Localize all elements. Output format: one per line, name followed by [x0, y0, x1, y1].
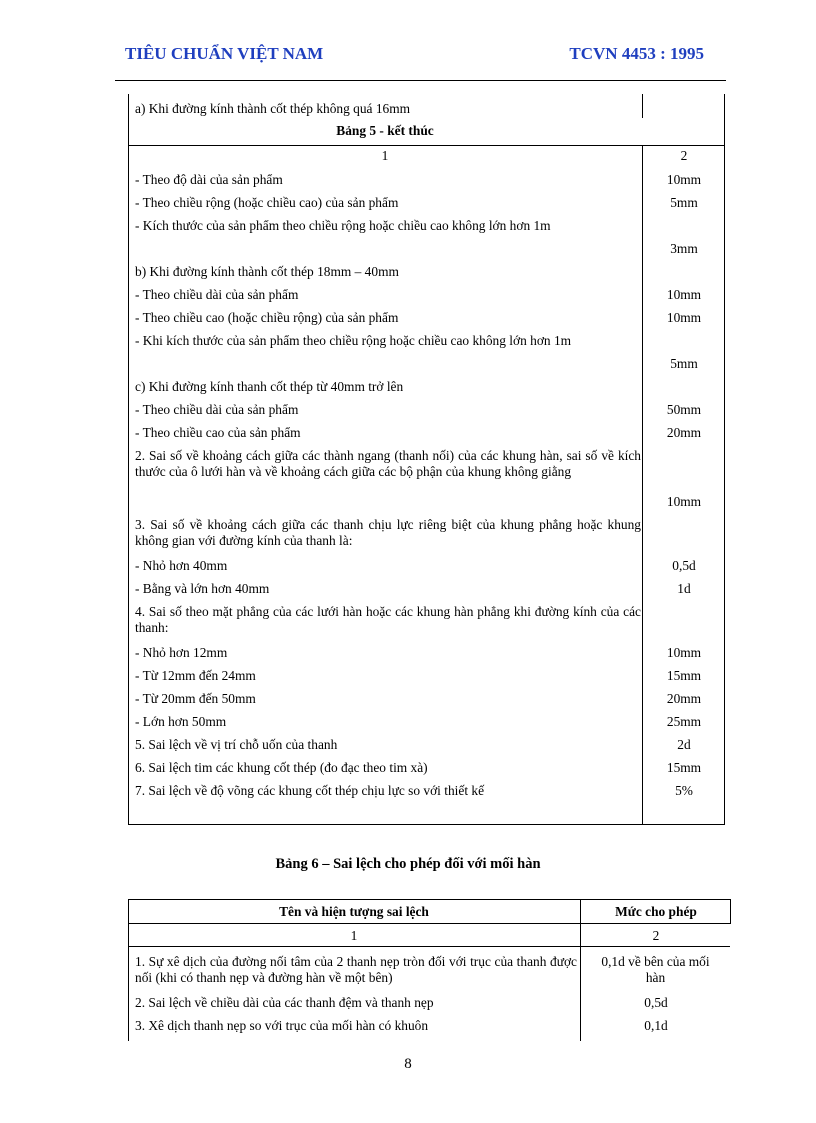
column-header: Mức cho phép — [615, 904, 697, 919]
table-top-text: a) Khi đường kính thành cốt thép không quá 16mm — [135, 101, 411, 116]
table-cell: 3. Xê dịch thanh nẹp so với trục của mối hàn có khuôn — [135, 1018, 429, 1033]
table-cell: - Theo chiều cao (hoặc chiều rộng) của sản phẩm — [135, 310, 399, 325]
table-cell: - Theo chiều dài của sản phẩm — [135, 287, 299, 302]
table-cell: 2. Sai lệch về chiều dài của các thanh đệm và thanh nẹp — [135, 995, 434, 1010]
table-6-title: Bảng 6 – Sai lệch cho phép đối với mối hàn — [275, 856, 541, 872]
column-divider — [642, 94, 643, 118]
table-cell-value: 10mm — [666, 287, 702, 302]
table-cell-value: 5mm — [670, 195, 698, 210]
table-cell: b) Khi đường kính thành cốt thép 18mm – 40mm — [135, 264, 399, 279]
page-number: 8 — [404, 1056, 412, 1072]
table-border — [128, 899, 129, 1041]
table-cell: - Kích thước của sản phẩm theo chiều rộng hoặc chiều cao không lớn hơn 1m — [135, 218, 551, 233]
table-cell-value: 50mm — [666, 402, 702, 417]
header-divider — [115, 80, 726, 81]
table-title: Bảng 5 - kết thúc — [336, 123, 434, 138]
table-cell: 6. Sai lệch tim các khung cốt thép (đo đạc theo tim xà) — [135, 760, 428, 775]
table-cell: 3. Sai số về khoảng cách giữa các thanh chịu lực riêng biệt của khung phẳng hoặc khung không gian với đường kính của thanh là: — [135, 517, 641, 548]
table-cell: 2. Sai số về khoảng cách giữa các thành ngang (thanh nối) của các khung hàn, sai số về kích thước của ô lưới hàn và về khoảng cách giữa các bộ phận của khung không giằng — [135, 448, 641, 479]
table-5 — [128, 94, 725, 825]
table-cell-value: 20mm — [666, 425, 702, 440]
column-number: 2 — [652, 928, 660, 943]
table-cell: - Lớn hơn 50mm — [135, 714, 227, 729]
header-standard-code: TCVN 4453 : 1995 — [569, 44, 704, 63]
table-cell-value: 3mm — [670, 241, 698, 256]
table-cell-value: 15mm — [666, 760, 702, 775]
table-border — [128, 94, 129, 825]
table-cell-value: 2d — [677, 737, 691, 752]
table-cell: - Khi kích thước của sản phẩm theo chiều rộng hoặc chiều cao không lớn hơn 1m — [135, 333, 572, 348]
table-cell-value: 10mm — [666, 310, 702, 325]
table-border — [128, 899, 731, 900]
table-cell-value: 5% — [675, 783, 693, 798]
table-cell: c) Khi đường kính thanh cốt thép từ 40mm trở lên — [135, 379, 404, 394]
table-cell: - Bằng và lớn hơn 40mm — [135, 581, 270, 596]
table-6 — [128, 899, 731, 1041]
table-cell-value: 0,1d về bên của mối hàn — [601, 954, 710, 985]
header-standard-name: TIÊU CHUẨN VIỆT NAM — [125, 44, 324, 63]
table-cell-value: 0,1d — [644, 1018, 668, 1033]
row-divider — [128, 145, 725, 146]
table-cell: 5. Sai lệch về vị trí chỗ uốn của thanh — [135, 737, 338, 752]
table-cell-value: 20mm — [666, 691, 702, 706]
table-cell-value: 10mm — [666, 645, 702, 660]
table-cell: - Theo chiều rộng (hoặc chiều cao) của sản phẩm — [135, 195, 399, 210]
row-divider — [128, 946, 730, 947]
table-border — [128, 824, 725, 825]
table-cell: - Theo chiều dài của sản phẩm — [135, 402, 299, 417]
table-cell: - Nhỏ hơn 12mm — [135, 645, 228, 660]
table-cell-value: 1d — [677, 581, 691, 596]
table-cell: - Theo độ dài của sản phẩm — [135, 172, 283, 187]
table-cell-value: 0,5d — [672, 558, 696, 573]
column-number: 2 — [680, 148, 688, 163]
column-header: Tên và hiện tượng sai lệch — [279, 904, 429, 919]
table-cell-value: 10mm — [666, 494, 702, 509]
column-number: 1 — [381, 148, 389, 163]
table-cell-value: 10mm — [666, 172, 702, 187]
table-cell-value: 25mm — [666, 714, 702, 729]
table-cell: - Theo chiều cao của sản phẩm — [135, 425, 301, 440]
table-cell: - Từ 20mm đến 50mm — [135, 691, 256, 706]
table-cell: 1. Sự xê dịch của đường nối tâm của 2 thanh nẹp tròn đối với trục của thanh được nối (khi có thanh nẹp và đường hàn về một bên) — [135, 954, 577, 985]
row-divider — [128, 923, 731, 924]
table-cell-value: 5mm — [670, 356, 698, 371]
table-cell-value: 15mm — [666, 668, 702, 683]
table-cell: 7. Sai lệch về độ võng các khung cốt thép chịu lực so với thiết kế — [135, 783, 485, 798]
table-cell: 4. Sai số theo mặt phẳng của các lưới hàn hoặc các khung hàn phẳng khi đường kính của các thanh: — [135, 604, 641, 635]
table-cell-value: 0,5d — [644, 995, 668, 1010]
table-cell: - Nhỏ hơn 40mm — [135, 558, 228, 573]
table-cell: - Từ 12mm đến 24mm — [135, 668, 256, 683]
column-number: 1 — [350, 928, 358, 943]
